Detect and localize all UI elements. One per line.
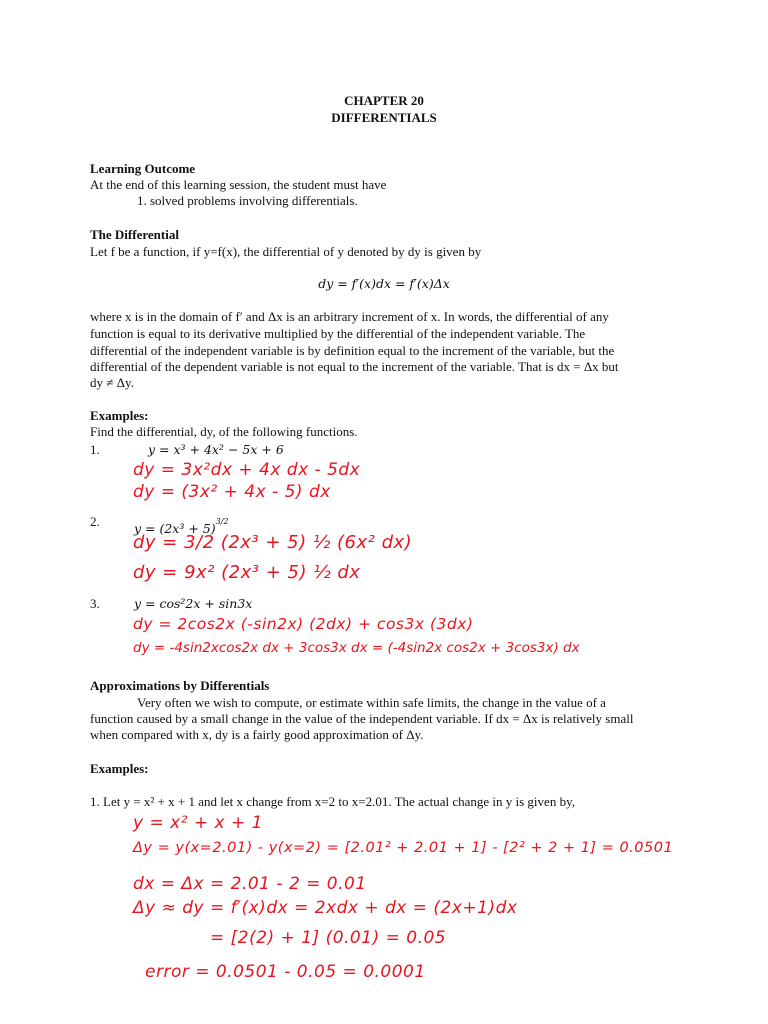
learning-outcome-item: 1. solved problems involving differentials. [137, 193, 358, 208]
handwritten-work: y = x² + x + 1 [133, 813, 263, 833]
differential-paragraph-line: differential of the independent variable is by definition equal to the increment of the variable, but the [90, 343, 615, 358]
handwritten-work: = [2(2) + 1] (0.01) = 0.05 [210, 928, 447, 948]
handwritten-work: dy = 2cos2x (-sin2x) (2dx) + cos3x (3dx) [133, 615, 474, 633]
handwritten-work: Δy = y(x=2.01) - y(x=2) = [2.01² + 2.01 + 1] - [2² + 2 + 1] = 0.0501 [133, 840, 674, 856]
handwritten-work: dx = Δx = 2.01 - 2 = 0.01 [133, 874, 367, 894]
handwritten-work: dy = 3x²dx + 4x dx - 5dx [133, 460, 361, 480]
handwritten-work: dy = 3/2 (2x³ + 5) ½ (6x² dx) [133, 532, 413, 553]
learning-outcome-intro: At the end of this learning session, the student must have [90, 177, 387, 192]
approximations-paragraph-line: Very often we wish to compute, or estimate within safe limits, the change in the value of a [137, 695, 606, 710]
learning-outcome-heading: Learning Outcome [90, 161, 196, 176]
differential-paragraph-line: dy ≠ Δy. [90, 375, 134, 390]
handwritten-work: error = 0.0501 - 0.05 = 0.0001 [145, 962, 426, 982]
differential-paragraph-line: differential of the dependent variable is not equal to the increment of the variable. That is dx = Δx but [90, 359, 619, 374]
example-equation: y = x³ + 4x² − 5x + 6 [148, 442, 284, 457]
handwritten-work: Δy ≈ dy = f′(x)dx = 2xdx + dx = (2x+1)dx [133, 898, 518, 918]
differential-paragraph-line: where x is in the domain of f′ and Δx is an arbitrary increment of x. In words, the differential of any [90, 309, 609, 324]
examples-intro: Find the differential, dy, of the following functions. [90, 424, 358, 439]
example-number: 1. [90, 442, 100, 457]
approximations-heading: Approximations by Differentials [90, 678, 270, 693]
handwritten-work: dy = -4sin2xcos2x dx + 3cos3x dx = (-4sin2x cos2x + 3cos3x) dx [133, 640, 580, 656]
differential-paragraph-line: function is equal to its derivative multiplied by the differential of the independent variable. The [90, 326, 586, 341]
example-number: 3. [90, 596, 100, 611]
differential-formula: dy = f′(x)dx = f′(x)Δx [318, 276, 450, 291]
example-equation: y = cos²2x + sin3x [134, 596, 253, 611]
examples-heading: Examples: [90, 761, 149, 776]
chapter-number: CHAPTER 20 [344, 93, 424, 108]
example-equation-base: y = (2x³ + 5) [134, 521, 216, 536]
handwritten-work: dy = 9x² (2x³ + 5) ½ dx [133, 562, 361, 583]
handwritten-work: dy = (3x² + 4x - 5) dx [133, 482, 331, 502]
examples-heading: Examples: [90, 408, 149, 423]
differential-intro: Let f be a function, if y=f(x), the differential of y denoted by dy is given by [90, 244, 482, 259]
example-statement: 1. Let y = x² + x + 1 and let x change from x=2 to x=2.01. The actual change in y is given by, [90, 794, 575, 809]
approximations-paragraph-line: when compared with x, dy is a fairly good approximation of Δy. [90, 727, 424, 742]
example-exponent: 3/2 [215, 517, 229, 526]
chapter-title: DIFFERENTIALS [331, 110, 437, 125]
example-number: 2. [90, 514, 100, 529]
differential-heading: The Differential [90, 227, 179, 242]
approximations-paragraph-line: function caused by a small change in the value of the independent variable. If dx = Δx is relatively small [90, 711, 634, 726]
